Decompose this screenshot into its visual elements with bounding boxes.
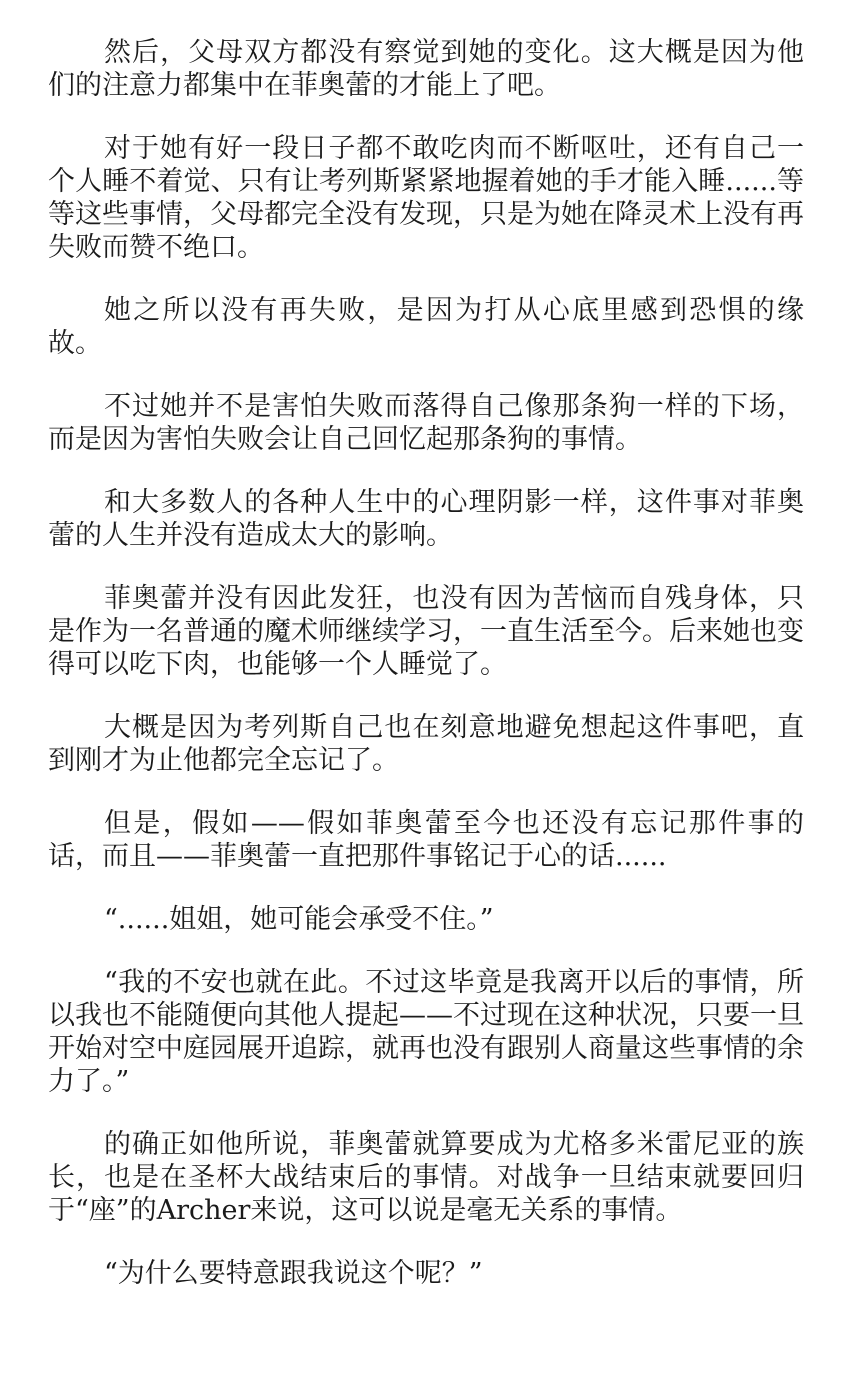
paragraph-7: 大概是因为考列斯自己也在刻意地避免想起这件事吧，直到刚才为止他都完全忘记了。 bbox=[48, 712, 804, 776]
document-page bbox=[48, 36, 804, 1320]
dialogue-line-2: “我的不安也就在此。不过这毕竟是我离开以后的事情，所以我也不能随便向其他人提起——不过现在这种状况，只要一旦开始对空中庭园展开追踪，就再也没有跟别人商量这些事情的余力了。” bbox=[48, 967, 804, 1097]
dialogue-line-3: “为什么要特意跟我说这个呢？” bbox=[104, 1258, 483, 1289]
paragraph-8: 但是，假如——假如菲奥蕾至今也还没有忘记那件事的话，而且——菲奥蕾一直把那件事铭记于心的话...... bbox=[48, 808, 804, 872]
paragraph-3: 她之所以没有再失败，是因为打从心底里感到恐惧的缘故。 bbox=[48, 295, 804, 359]
dialogue-line-1: “......姐姐，她可能会承受不住。” bbox=[104, 904, 494, 935]
paragraph-9: 的确正如他所说，菲奥蕾就算要成为尤格多米雷尼亚的族长，也是在圣杯大战结束后的事情。对战争一旦结束就要回归于“座”的Archer来说，这可以说是毫无关系的事情。 bbox=[48, 1129, 804, 1226]
paragraph-4: 不过她并不是害怕失败而落得自己像那条狗一样的下场，而是因为害怕失败会让自己回忆起那条狗的事情。 bbox=[48, 391, 804, 455]
paragraph-2: 对于她有好一段日子都不敢吃肉而不断呕吐，还有自己一个人睡不着觉、只有让考列斯紧紧地握着她的手才能入睡......等等这些事情，父母都完全没有发现，只是为她在降灵术上没有再失败而赞不绝口。 bbox=[48, 133, 804, 263]
paragraph-5: 和大多数人的各种人生中的心理阴影一样，这件事对菲奥蕾的人生并没有造成太大的影响。 bbox=[48, 487, 804, 551]
paragraph-1: 然后，父母双方都没有察觉到她的变化。这大概是因为他们的注意力都集中在菲奥蕾的才能上了吧。 bbox=[48, 37, 804, 101]
paragraph-6: 菲奥蕾并没有因此发狂，也没有因为苦恼而自残身体，只是作为一名普通的魔术师继续学习，一直生活至今。后来她也变得可以吃下肉，也能够一个人睡觉了。 bbox=[48, 583, 804, 680]
